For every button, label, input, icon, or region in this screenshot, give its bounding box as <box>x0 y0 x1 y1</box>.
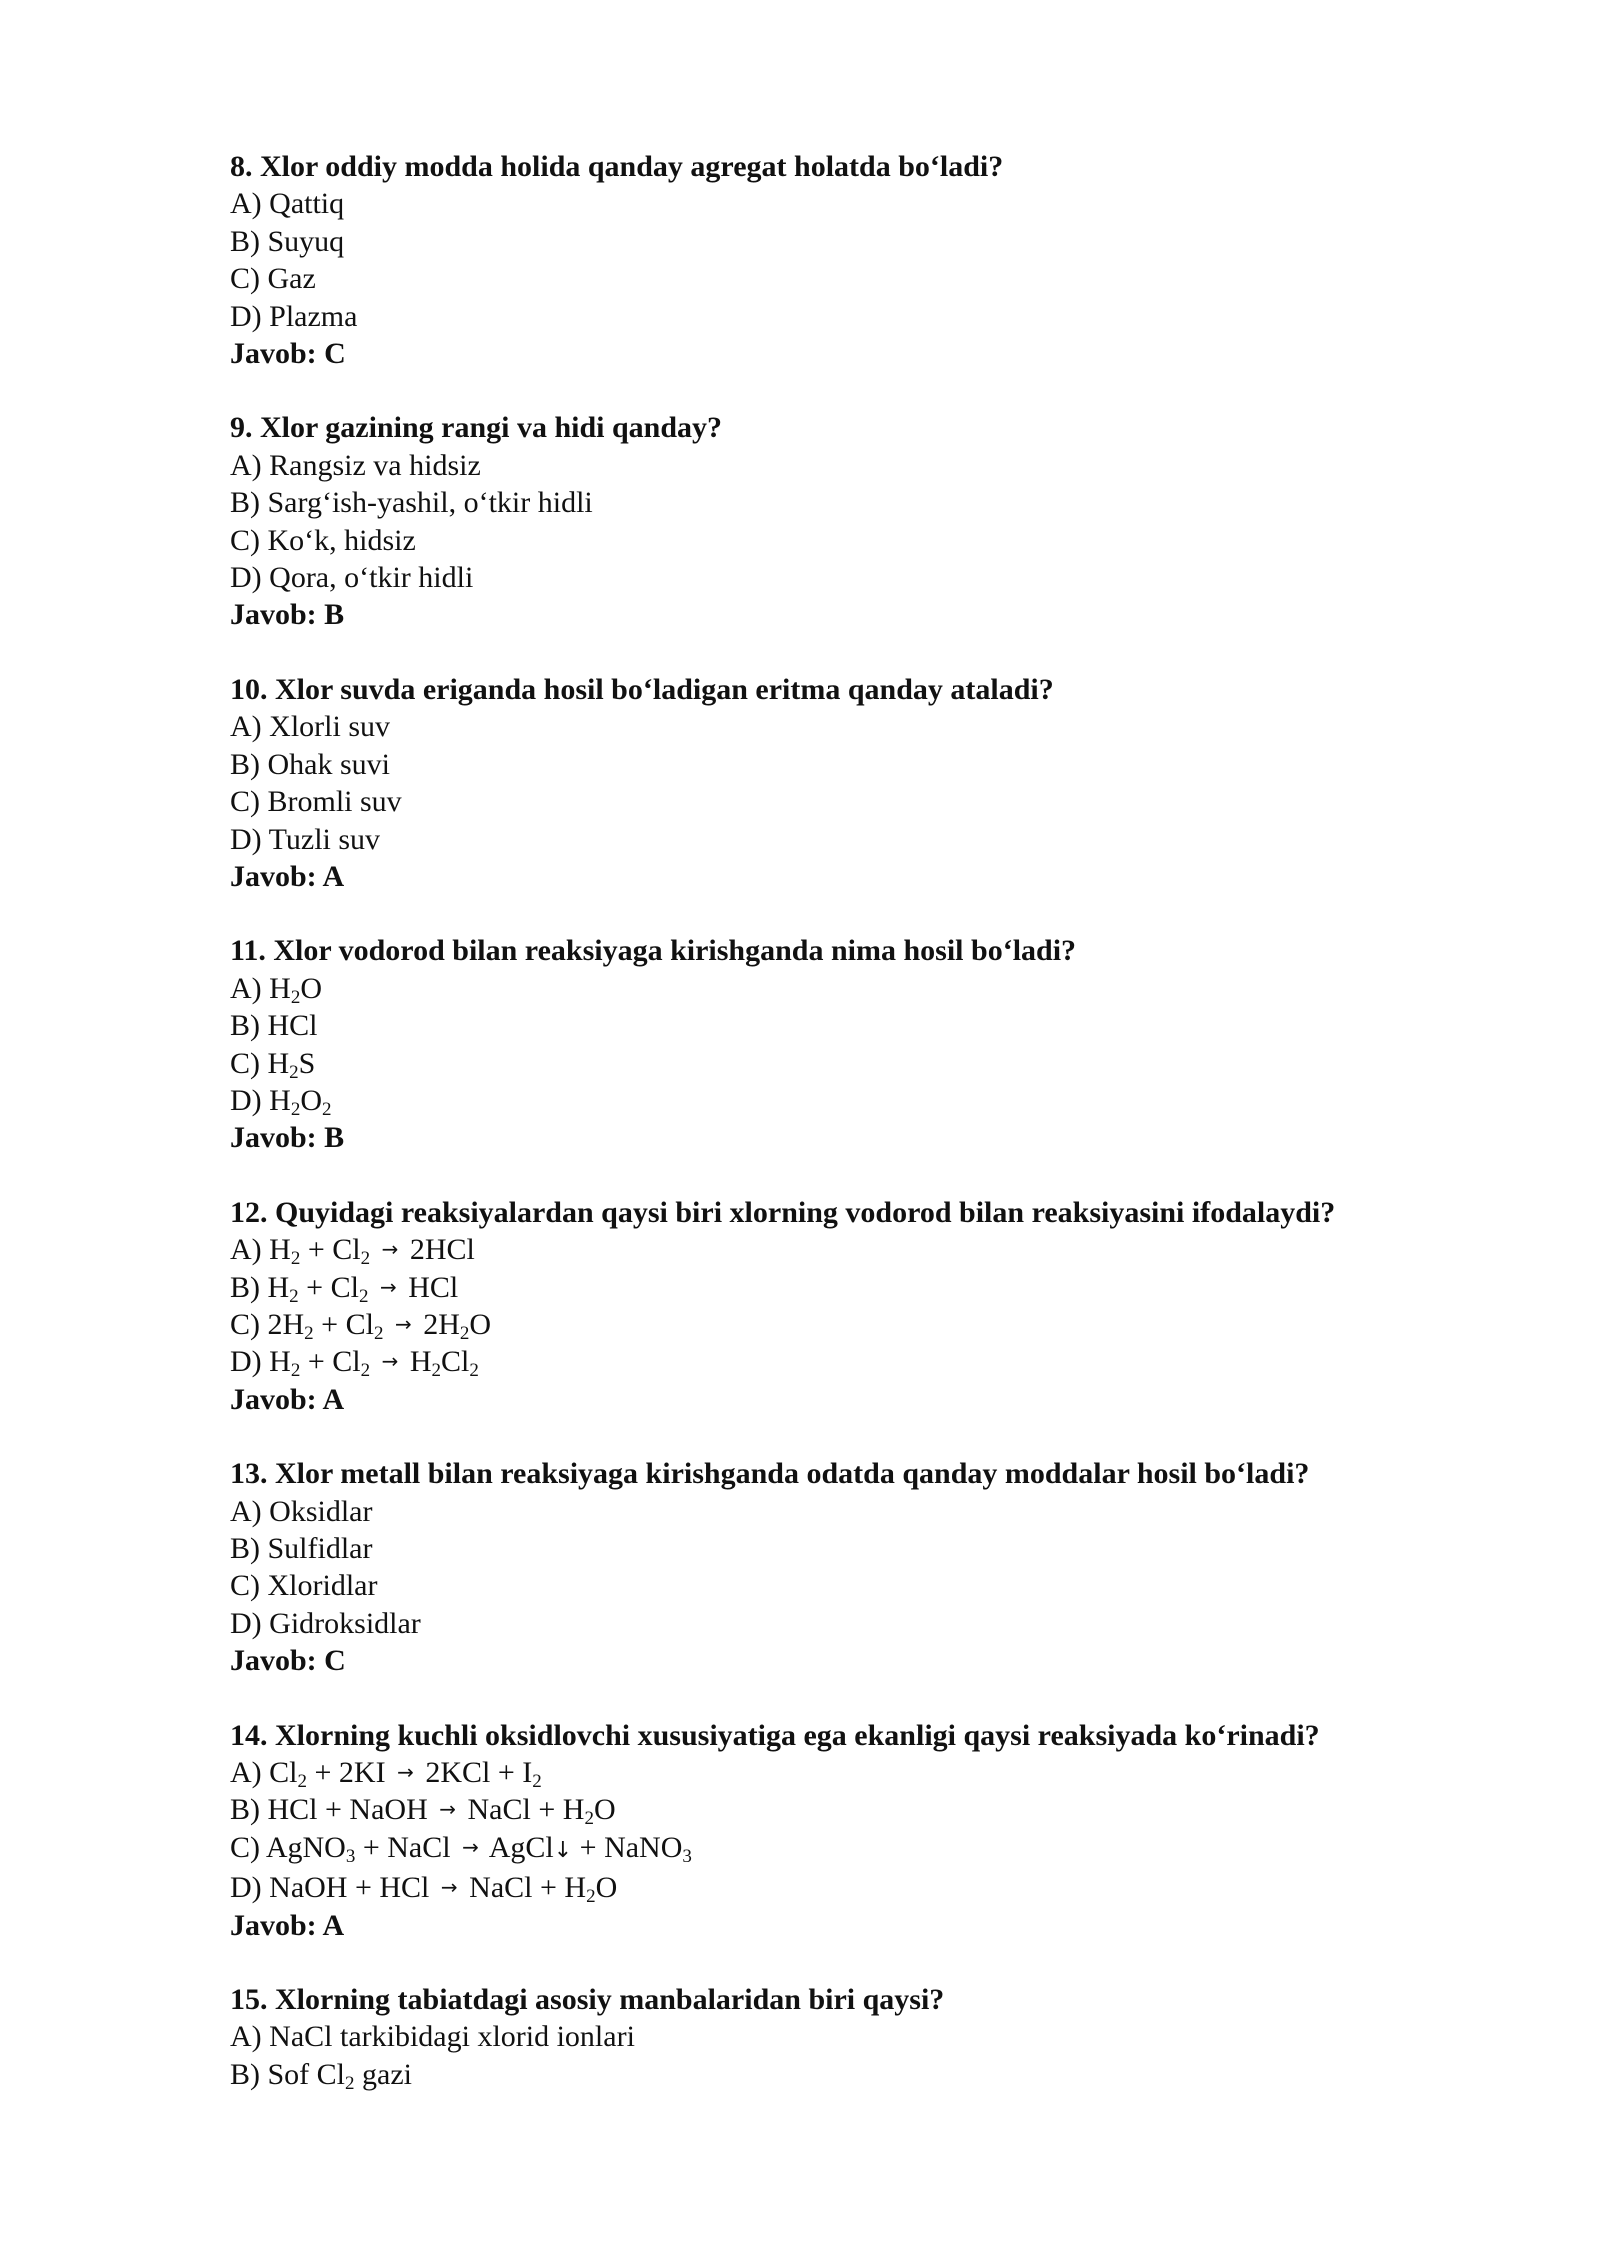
subscript: 3 <box>682 1845 692 1867</box>
reaction-arrow-icon: → <box>381 1237 399 1262</box>
question-block <box>230 671 1530 895</box>
option-text <box>370 1233 378 1266</box>
answer-option <box>230 2018 1530 2055</box>
reaction-arrow-icon: → <box>397 1760 414 1785</box>
reaction-arrow-icon: → <box>394 1311 412 1336</box>
subscript: 2 <box>322 1098 332 1120</box>
option-text: D) Qora, o‘tkir hidli <box>230 561 474 595</box>
option-text: O <box>593 1793 616 1827</box>
answer-key: Javob: A <box>230 1908 345 1942</box>
option-text: NaCl + H <box>460 1793 585 1827</box>
reaction-arrow-icon: → <box>462 1834 479 1859</box>
subscript: 2 <box>289 1285 299 1307</box>
option-text: C) AgNO <box>230 1830 346 1864</box>
option-text: O <box>300 971 322 1005</box>
reaction-arrow-icon: → <box>381 1349 399 1374</box>
option-text: Cl <box>441 1345 470 1379</box>
subscript: 2 <box>584 1808 594 1830</box>
option-text: A) H <box>230 971 291 1005</box>
answer-key: Javob: A <box>230 859 345 893</box>
option-text: + 2KI <box>307 1756 394 1790</box>
option-text: D) NaOH + HCl <box>230 1871 437 1905</box>
subscript: 3 <box>345 1845 356 1867</box>
subscript: 2 <box>290 1360 301 1382</box>
question-title: 10. Xlor suvda eriganda hosil bo‘ladigan eritma qanday ataladi? <box>230 672 1054 706</box>
option-text: B) HCl + NaOH <box>230 1793 436 1827</box>
answer-option <box>230 1567 1530 1604</box>
answer-option <box>230 1343 1530 1380</box>
subscript: 2 <box>373 1322 384 1344</box>
option-text: A) H <box>230 1233 291 1267</box>
option-text: D) H <box>230 1345 291 1379</box>
subscript: 2 <box>345 2072 355 2094</box>
subscript: 2 <box>360 1248 371 1270</box>
answer-key: Javob: B <box>230 1121 345 1155</box>
option-text: B) Sof Cl <box>230 2057 346 2091</box>
subscript: 2 <box>532 1771 542 1793</box>
precipitate-arrow-icon: ↓ <box>553 1837 573 1863</box>
answer-key: Javob: C <box>230 1644 346 1678</box>
option-text: HCl <box>400 1270 459 1304</box>
option-text: AgCl <box>482 1830 554 1864</box>
question-block <box>230 1981 1530 2093</box>
question-title: 9. Xlor gazining rangi va hidi qanday? <box>230 411 723 445</box>
option-text: O <box>595 1871 618 1905</box>
option-text: D) H <box>230 1083 291 1117</box>
answer-option <box>230 1269 1530 1306</box>
option-text: B) H <box>230 1270 290 1304</box>
reaction-arrow-icon: → <box>439 1797 457 1822</box>
option-text: C) Ko‘k, hidsiz <box>230 523 416 557</box>
option-text: B) Sarg‘ish-yashil, o‘tkir hidli <box>230 486 593 520</box>
subscript: 2 <box>304 1322 314 1344</box>
subscript: 2 <box>358 1285 369 1307</box>
option-text: + Cl <box>300 1345 361 1379</box>
option-text: D) Plazma <box>230 299 358 333</box>
answer-option <box>230 522 1530 559</box>
option-text <box>370 1345 378 1378</box>
option-text: gazi <box>354 2057 412 2091</box>
option-text: A) Rangsiz va hidsiz <box>230 448 481 482</box>
answer-option <box>230 1754 1530 1791</box>
question-title: 15. Xlorning tabiatdagi asosiy manbalaridan biri qaysi? <box>230 1983 945 2017</box>
option-text: D) Tuzli suv <box>230 822 381 856</box>
answer-option <box>230 185 1530 222</box>
option-text: A) Xlorli suv <box>230 710 390 744</box>
answer-option <box>230 2056 1530 2093</box>
option-text: 2KCl + I <box>417 1756 533 1790</box>
answer-option <box>230 1007 1530 1044</box>
question-block <box>230 1717 1530 1944</box>
option-text: B) Suyuq <box>230 224 345 258</box>
option-text: D) Gidroksidlar <box>230 1606 421 1640</box>
reaction-arrow-icon: → <box>440 1875 458 1900</box>
subscript: 2 <box>586 1886 596 1908</box>
option-text: H <box>402 1345 432 1379</box>
answer-option <box>230 746 1530 783</box>
question-title: 12. Quyidagi reaksiyalardan qaysi biri xlorning vodorod bilan reaksiyasini ifodalaydi? <box>230 1195 1336 1229</box>
subscript: 2 <box>290 1098 301 1120</box>
subscript: 2 <box>289 1061 299 1083</box>
option-text: B) Sulfidlar <box>230 1532 373 1565</box>
answer-option <box>230 821 1530 858</box>
answer-option <box>230 1869 1530 1906</box>
answer-option <box>230 783 1530 820</box>
question-title: 11. Xlor vodorod bilan reaksiyaga kirishganda nima hosil bo‘ladi? <box>230 934 1077 968</box>
answer-option <box>230 1530 1530 1567</box>
answer-option <box>230 484 1530 521</box>
option-text <box>383 1308 391 1341</box>
answer-option <box>230 447 1530 484</box>
subscript: 2 <box>290 1248 301 1270</box>
option-text: O <box>300 1083 322 1117</box>
answer-option <box>230 708 1530 745</box>
answer-option <box>230 1829 1530 1869</box>
subscript: 2 <box>290 986 301 1008</box>
answer-option <box>230 223 1530 260</box>
option-text: A) Oksidlar <box>230 1494 373 1528</box>
option-text: + NaNO <box>572 1830 683 1864</box>
option-text <box>368 1271 376 1304</box>
option-text: + Cl <box>313 1307 374 1341</box>
option-text: A) NaCl tarkibidagi xlorid ionlari <box>230 2020 635 2054</box>
option-text: A) Qattiq <box>230 187 345 221</box>
question-block <box>230 148 1530 372</box>
option-text: O <box>469 1307 492 1341</box>
question-title: 8. Xlor oddiy modda holida qanday agregat holatda bo‘ladi? <box>230 150 1004 183</box>
subscript: 2 <box>469 1360 479 1382</box>
subscript: 2 <box>431 1360 442 1382</box>
option-text: + Cl <box>300 1233 361 1267</box>
subscript: 2 <box>459 1322 470 1344</box>
option-text: + Cl <box>298 1270 359 1304</box>
option-text: B) Ohak suvi <box>230 747 390 781</box>
answer-option <box>230 1231 1530 1268</box>
answer-key: Javob: B <box>230 598 345 632</box>
question-title: 13. Xlor metall bilan reaksiyaga kirishganda odatda qanday moddalar hosil bo‘ladi? <box>230 1457 1310 1491</box>
question-block <box>230 932 1530 1156</box>
answer-option <box>230 1493 1530 1530</box>
option-text: NaCl + H <box>461 1871 587 1905</box>
answer-option <box>230 970 1530 1007</box>
answer-option <box>230 1605 1530 1642</box>
option-text: B) HCl <box>230 1009 318 1043</box>
answer-option <box>230 298 1530 335</box>
option-text: S <box>298 1046 316 1080</box>
question-block <box>230 1455 1530 1679</box>
answer-option <box>230 1045 1530 1082</box>
option-text: C) H <box>230 1046 290 1080</box>
answer-option <box>230 1791 1530 1828</box>
answer-option <box>230 559 1530 596</box>
option-text: C) Xloridlar <box>230 1569 378 1603</box>
answer-key: Javob: A <box>230 1382 345 1416</box>
answer-option <box>230 1082 1530 1119</box>
answer-option <box>230 260 1530 297</box>
subscript: 2 <box>297 1771 307 1793</box>
option-text: C) 2H <box>230 1307 305 1341</box>
question-block <box>230 409 1530 633</box>
reaction-arrow-icon: → <box>379 1274 397 1299</box>
option-text: C) Gaz <box>230 262 316 296</box>
question-title: 14. Xlorning kuchli oksidlovchi xususiyatiga ega ekanligi qaysi reaksiyada ko‘rinadi? <box>230 1718 1320 1752</box>
option-text: A) Cl <box>230 1756 298 1790</box>
option-text: C) Bromli suv <box>230 785 402 819</box>
answer-option <box>230 1306 1530 1343</box>
answer-key: Javob: C <box>230 337 346 371</box>
option-text: + NaCl <box>355 1830 459 1864</box>
question-block <box>230 1194 1530 1418</box>
option-text: 2HCl <box>402 1233 475 1267</box>
subscript: 2 <box>360 1360 371 1382</box>
option-text: 2H <box>415 1307 460 1341</box>
document-page <box>230 148 1530 2130</box>
